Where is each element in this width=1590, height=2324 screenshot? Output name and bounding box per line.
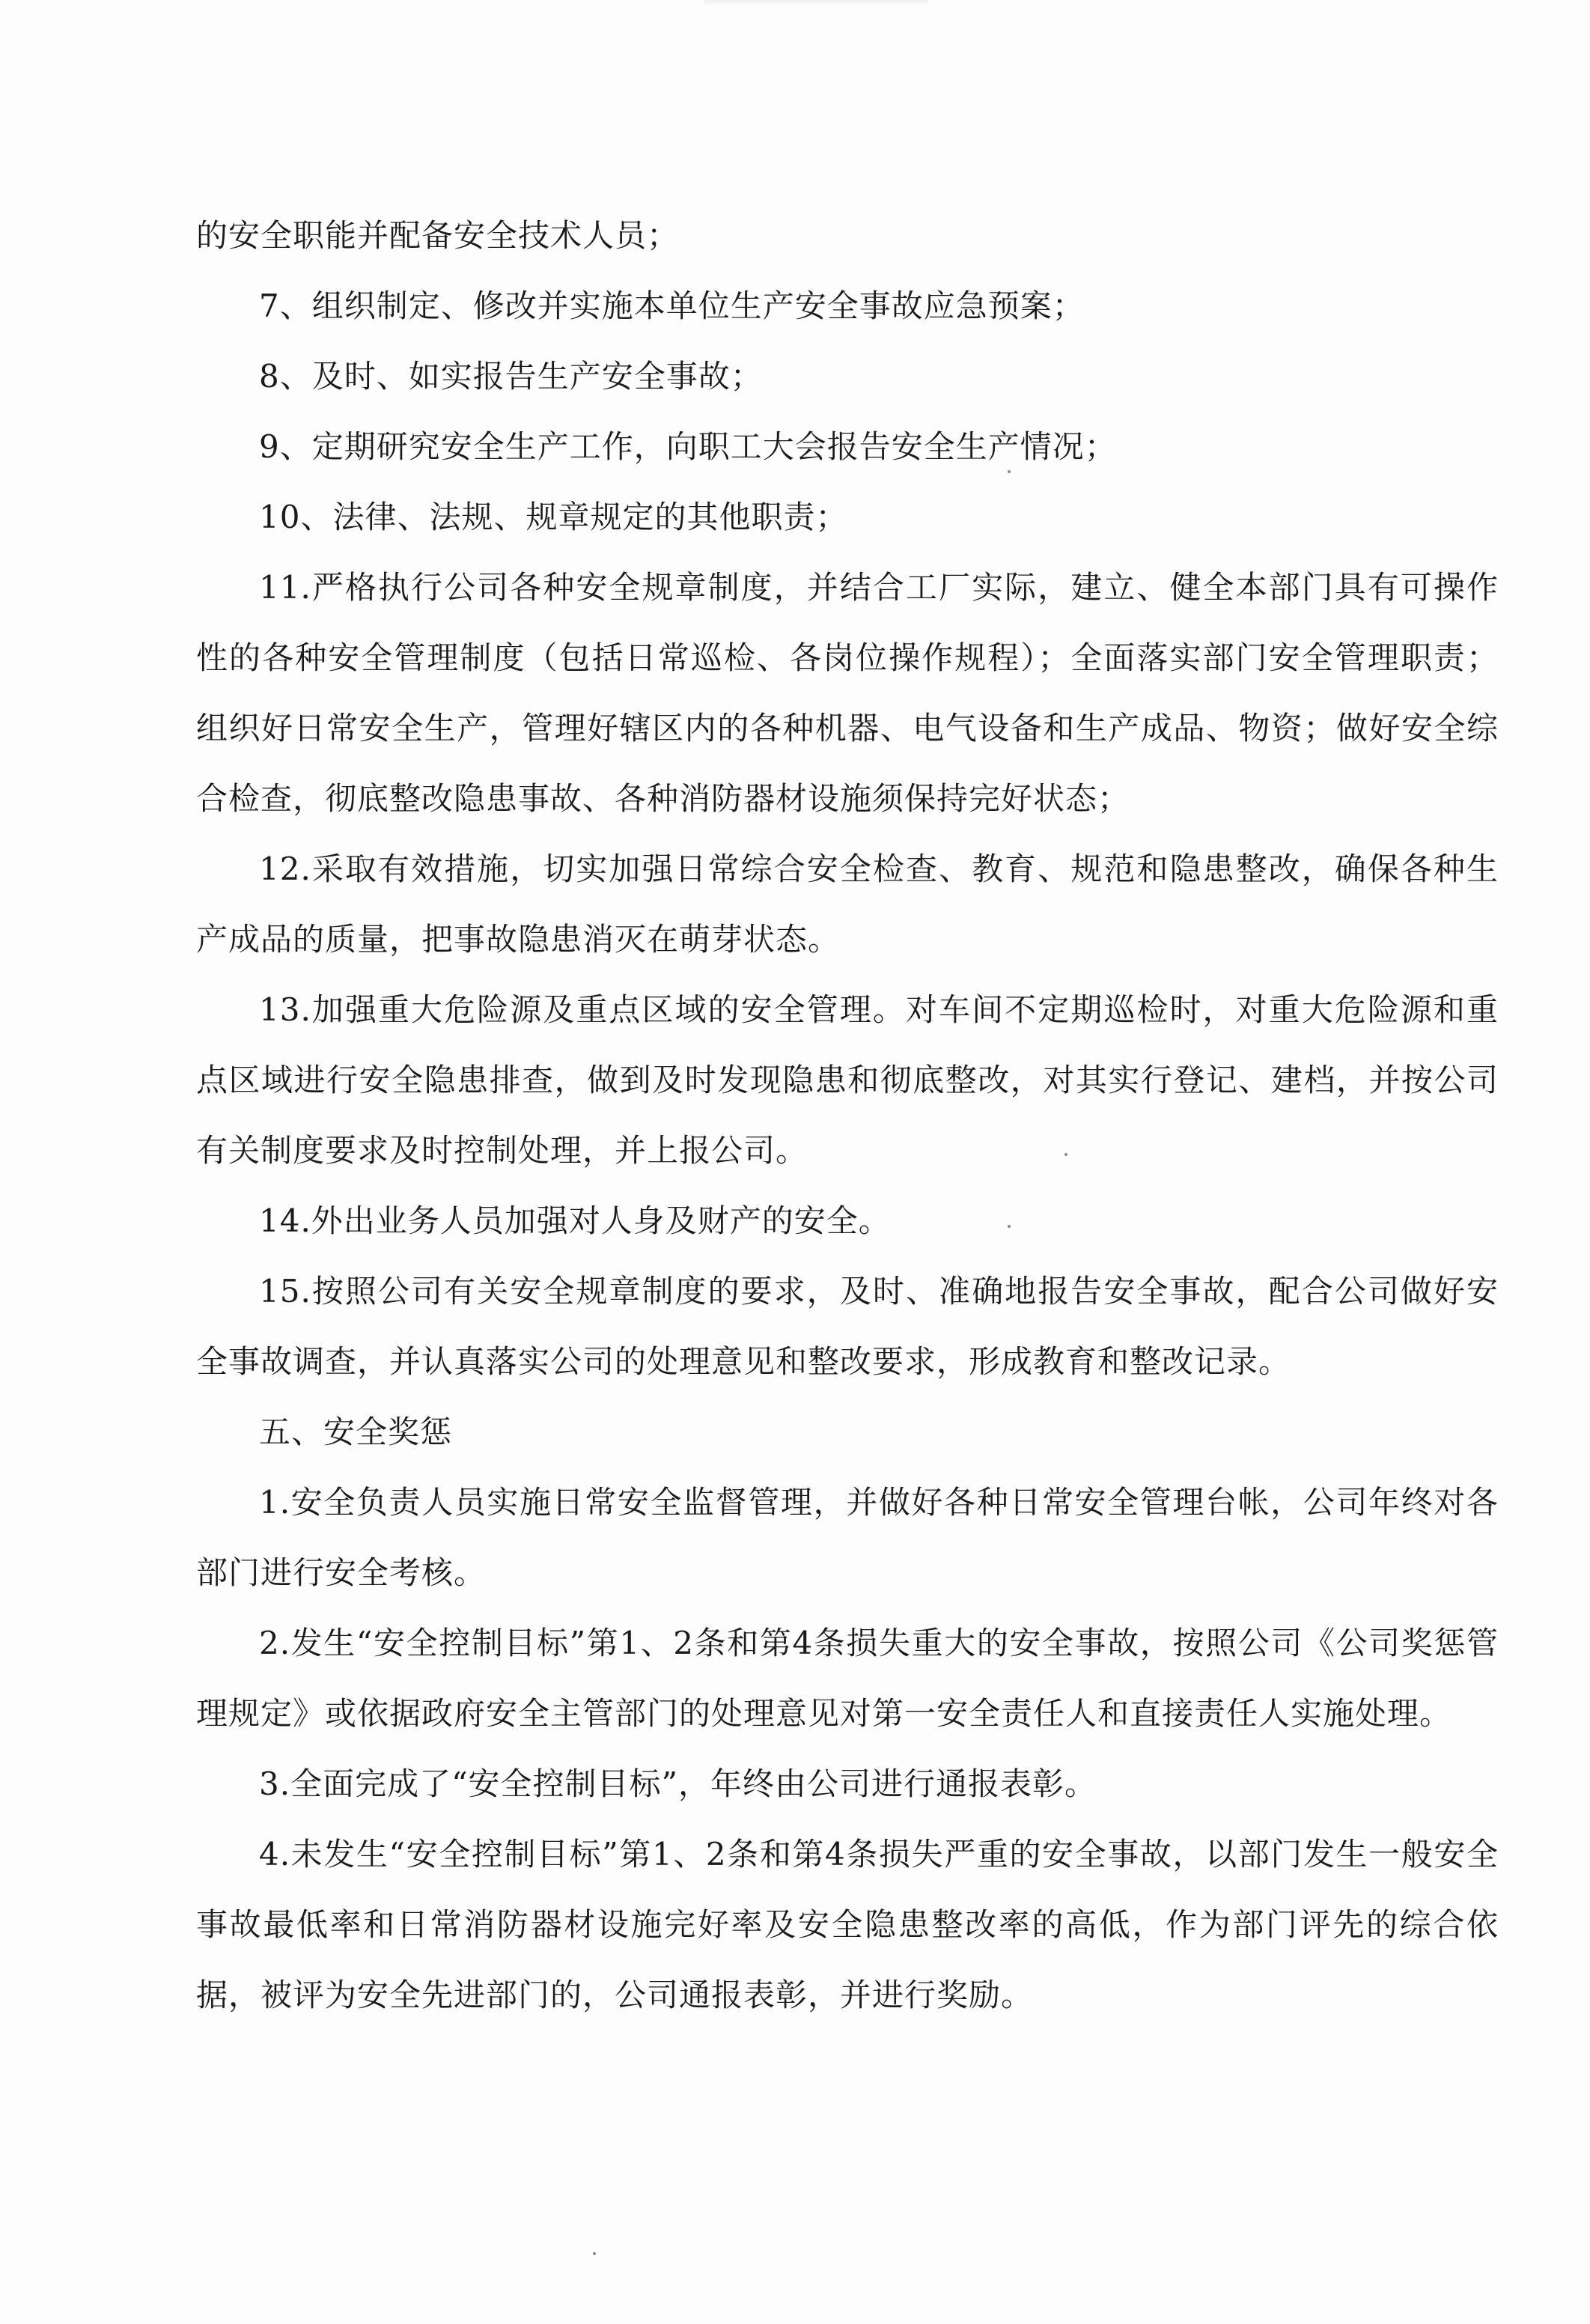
scan-speck: [1008, 470, 1011, 473]
scan-speck: [1008, 1225, 1011, 1228]
paragraph-item-10: 10、法律、法规、规章规定的其他职责；: [259, 499, 848, 535]
paragraph-item-15: 15.按照公司有关安全规章制度的要求，及时、准确地报告安全事故，配合公司做好安全事故调查，并认真落实公司的处理意见和整改要求，形成教育和整改记录。: [196, 1273, 1499, 1380]
paragraph-item-11: 11.严格执行公司各种安全规章制度，并结合工厂实际，建立、健全本部门具有可操作性的各种安全管理制度（包括日常巡检、各岗位操作规程）；全面落实部门安全管理职责；组织好日常安全生产，管理好辖区内的各种机器、电气设备和生产成品、物资；做好安全综合检查，彻底整改隐患事故、各种消防器材设施须保持完好状态；: [196, 569, 1499, 817]
paragraph-item-7: 7、组织制定、修改并实施本单位生产安全事故应急预案；: [259, 288, 1085, 324]
paragraph-reward-2: 2.发生“安全控制目标”第1、2条和第4条损失重大的安全事故，按照公司《公司奖惩管理规定》或依据政府安全主管部门的处理意见对第一安全责任人和直接责任人实施处理。: [196, 1625, 1499, 1732]
paragraph-item-9: 9、定期研究安全生产工作，向职工大会报告安全生产情况；: [259, 428, 1117, 465]
paragraph-item-14: 14.外出业务人员加强对人身及财产的安全。: [259, 1202, 891, 1239]
paragraph-item-13: 13.加强重大危险源及重点区域的安全管理。对车间不定期巡检时，对重大危险源和重点区域进行安全隐患排查，做到及时发现隐患和彻底整改，对其实行登记、建档，并按公司有关制度要求及时控制处理，并上报公司。: [196, 991, 1499, 1169]
scan-speck: [593, 2252, 596, 2255]
document-body: [196, 201, 1499, 2031]
paragraph-reward-3: 3.全面完成了“安全控制目标”，年终由公司进行通报表彰。: [259, 1765, 1097, 1802]
paragraph-continuation: 的安全职能并配备安全技术人员；: [196, 217, 680, 254]
paragraph-item-12: 12.采取有效措施，切实加强日常综合安全检查、教育、规范和隐患整改，确保各种生产成品的质量，把事故隐患消灭在萌芽状态。: [196, 851, 1499, 958]
paragraph-item-8: 8、及时、如实报告生产安全事故；: [259, 358, 763, 395]
scan-edge-shadow: [704, 0, 928, 7]
paragraph-reward-4: 4.未发生“安全控制目标”第1、2条和第4条损失严重的安全事故，以部门发生一般安全事故最低率和日常消防器材设施完好率及安全隐患整改率的高低，作为部门评先的综合依据，被评为安全先进部门的，公司通报表彰，并进行奖励。: [196, 1836, 1499, 2013]
paragraph-reward-1: 1.安全负责人员实施日常安全监督管理，并做好各种日常安全管理台帐，公司年终对各部门进行安全考核。: [196, 1484, 1499, 1591]
scan-speck: [1064, 1153, 1067, 1156]
section-heading-rewards-penalties: 五、安全奖惩: [259, 1414, 453, 1450]
